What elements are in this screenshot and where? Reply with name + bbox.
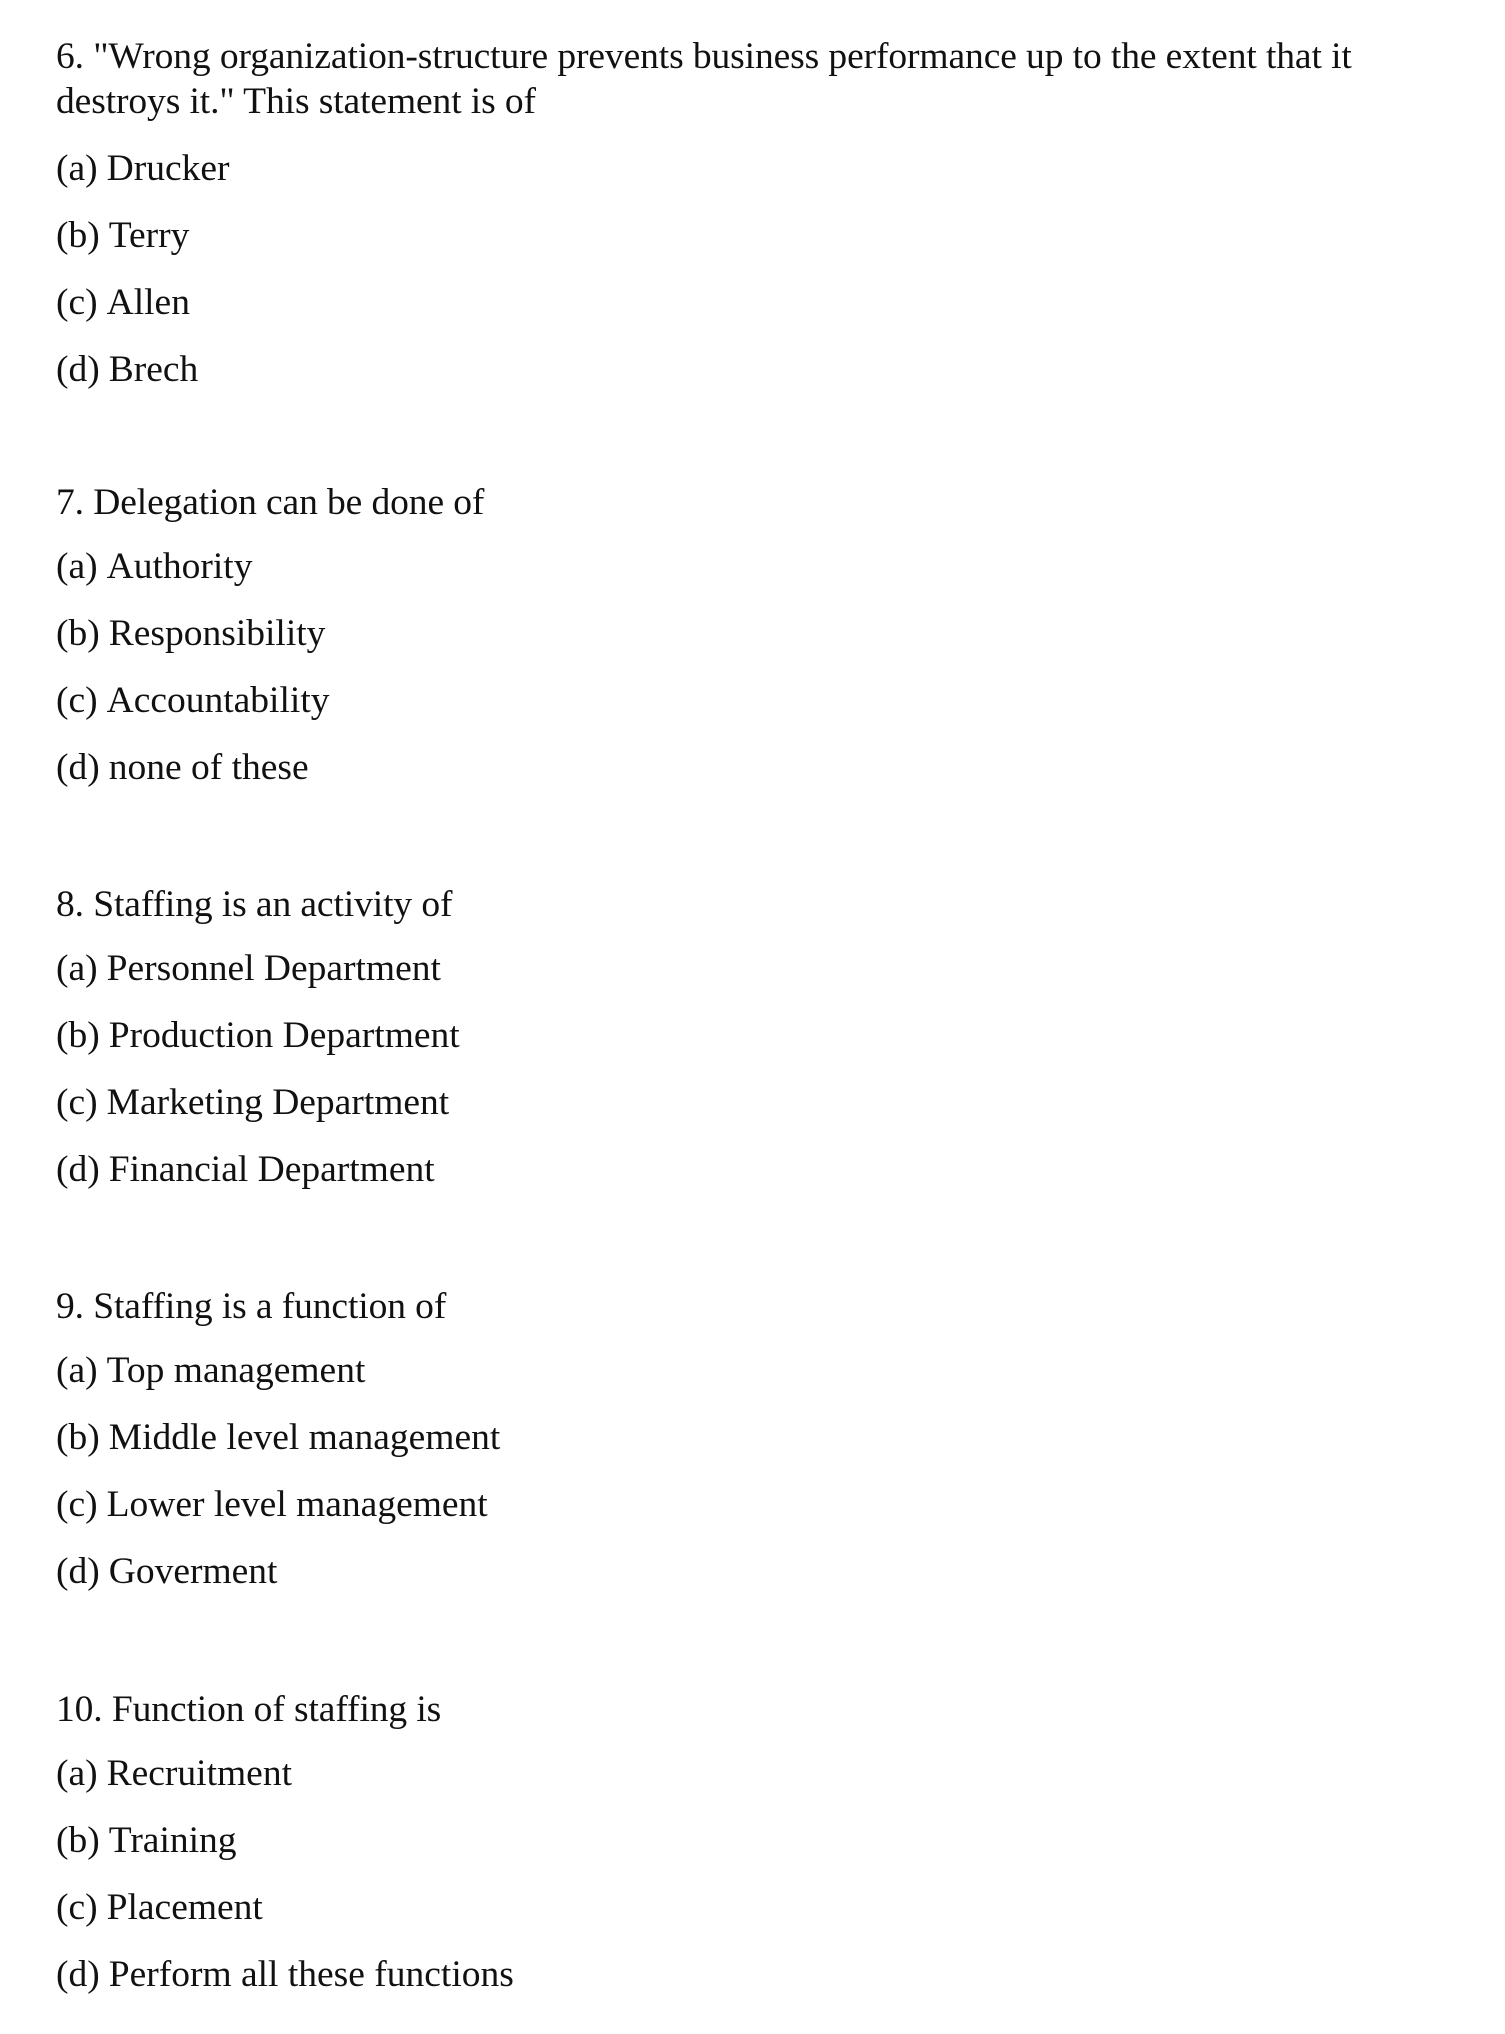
question-text bbox=[56, 882, 1476, 927]
option-d bbox=[56, 336, 1476, 403]
option-label: (d) bbox=[56, 747, 100, 788]
question-text bbox=[56, 1687, 1476, 1732]
option-text: Allen bbox=[106, 282, 190, 323]
option-c bbox=[56, 1874, 1476, 1941]
option-c bbox=[56, 1069, 1476, 1136]
question-prompt: Delegation can be done of bbox=[93, 482, 485, 523]
option-d bbox=[56, 1941, 1476, 2008]
option-list bbox=[56, 1740, 1476, 2008]
option-label: (a) bbox=[56, 948, 98, 989]
option-label: (c) bbox=[56, 282, 98, 323]
option-label: (a) bbox=[56, 1753, 98, 1794]
option-label: (b) bbox=[56, 1820, 100, 1861]
question-number: 8. bbox=[56, 884, 84, 925]
option-b bbox=[56, 1807, 1476, 1874]
option-text: Placement bbox=[106, 1887, 263, 1928]
question-number: 7. bbox=[56, 482, 84, 523]
question-text bbox=[56, 1284, 1476, 1329]
option-text: Financial Department bbox=[108, 1149, 435, 1190]
option-b bbox=[56, 1002, 1476, 1069]
question-6 bbox=[56, 34, 1476, 403]
option-label: (d) bbox=[56, 1149, 100, 1190]
option-a bbox=[56, 1337, 1476, 1404]
option-d bbox=[56, 734, 1476, 801]
option-label: (c) bbox=[56, 1887, 98, 1928]
option-d bbox=[56, 1136, 1476, 1203]
option-a bbox=[56, 935, 1476, 1002]
option-text: Authority bbox=[106, 546, 253, 587]
option-label: (b) bbox=[56, 215, 100, 256]
question-prompt: Staffing is an activity of bbox=[93, 884, 453, 925]
question-text bbox=[56, 480, 1476, 525]
option-label: (d) bbox=[56, 1551, 100, 1592]
option-c bbox=[56, 269, 1476, 336]
question-prompt: "Wrong organization-structure prevents business performance up to the extent that it destroys it." This statement is of bbox=[56, 36, 1352, 122]
option-text: Lower level management bbox=[106, 1484, 488, 1525]
option-text: Accountability bbox=[106, 680, 330, 721]
option-text: none of these bbox=[108, 747, 309, 788]
option-label: (c) bbox=[56, 680, 98, 721]
option-list bbox=[56, 533, 1476, 801]
option-text: Top management bbox=[106, 1350, 366, 1391]
option-c bbox=[56, 1471, 1476, 1538]
option-list bbox=[56, 1337, 1476, 1605]
option-list bbox=[56, 135, 1476, 403]
option-text: Recruitment bbox=[106, 1753, 292, 1794]
option-text: Middle level management bbox=[108, 1417, 501, 1458]
option-text: Marketing Department bbox=[106, 1082, 450, 1123]
option-text: Goverment bbox=[108, 1551, 278, 1592]
option-a bbox=[56, 533, 1476, 600]
option-text: Training bbox=[108, 1820, 237, 1861]
option-label: (d) bbox=[56, 1954, 100, 1995]
option-text: Brech bbox=[108, 349, 199, 390]
option-label: (b) bbox=[56, 1015, 100, 1056]
option-text: Production Department bbox=[108, 1015, 460, 1056]
question-number: 10. bbox=[56, 1689, 103, 1730]
option-b bbox=[56, 1404, 1476, 1471]
option-label: (c) bbox=[56, 1484, 98, 1525]
option-d bbox=[56, 1538, 1476, 1605]
option-b bbox=[56, 202, 1476, 269]
option-a bbox=[56, 135, 1476, 202]
option-label: (b) bbox=[56, 613, 100, 654]
question-prompt: Function of staffing is bbox=[111, 1689, 442, 1730]
question-7 bbox=[56, 480, 1476, 801]
option-label: (b) bbox=[56, 1417, 100, 1458]
option-label: (c) bbox=[56, 1082, 98, 1123]
option-text: Personnel Department bbox=[106, 948, 441, 989]
option-text: Perform all these functions bbox=[108, 1954, 514, 1995]
option-text: Terry bbox=[108, 215, 190, 256]
question-number: 9. bbox=[56, 1286, 84, 1327]
option-text: Responsibility bbox=[108, 613, 326, 654]
option-label: (a) bbox=[56, 148, 98, 189]
option-label: (a) bbox=[56, 546, 98, 587]
option-label: (d) bbox=[56, 349, 100, 390]
question-prompt: Staffing is a function of bbox=[93, 1286, 447, 1327]
option-a bbox=[56, 1740, 1476, 1807]
question-10 bbox=[56, 1687, 1476, 2008]
question-8 bbox=[56, 882, 1476, 1203]
option-label: (a) bbox=[56, 1350, 98, 1391]
option-list bbox=[56, 935, 1476, 1203]
question-9 bbox=[56, 1284, 1476, 1605]
option-c bbox=[56, 667, 1476, 734]
option-b bbox=[56, 600, 1476, 667]
option-text: Drucker bbox=[106, 148, 230, 189]
question-number: 6. bbox=[56, 36, 84, 77]
question-text bbox=[56, 34, 1476, 124]
